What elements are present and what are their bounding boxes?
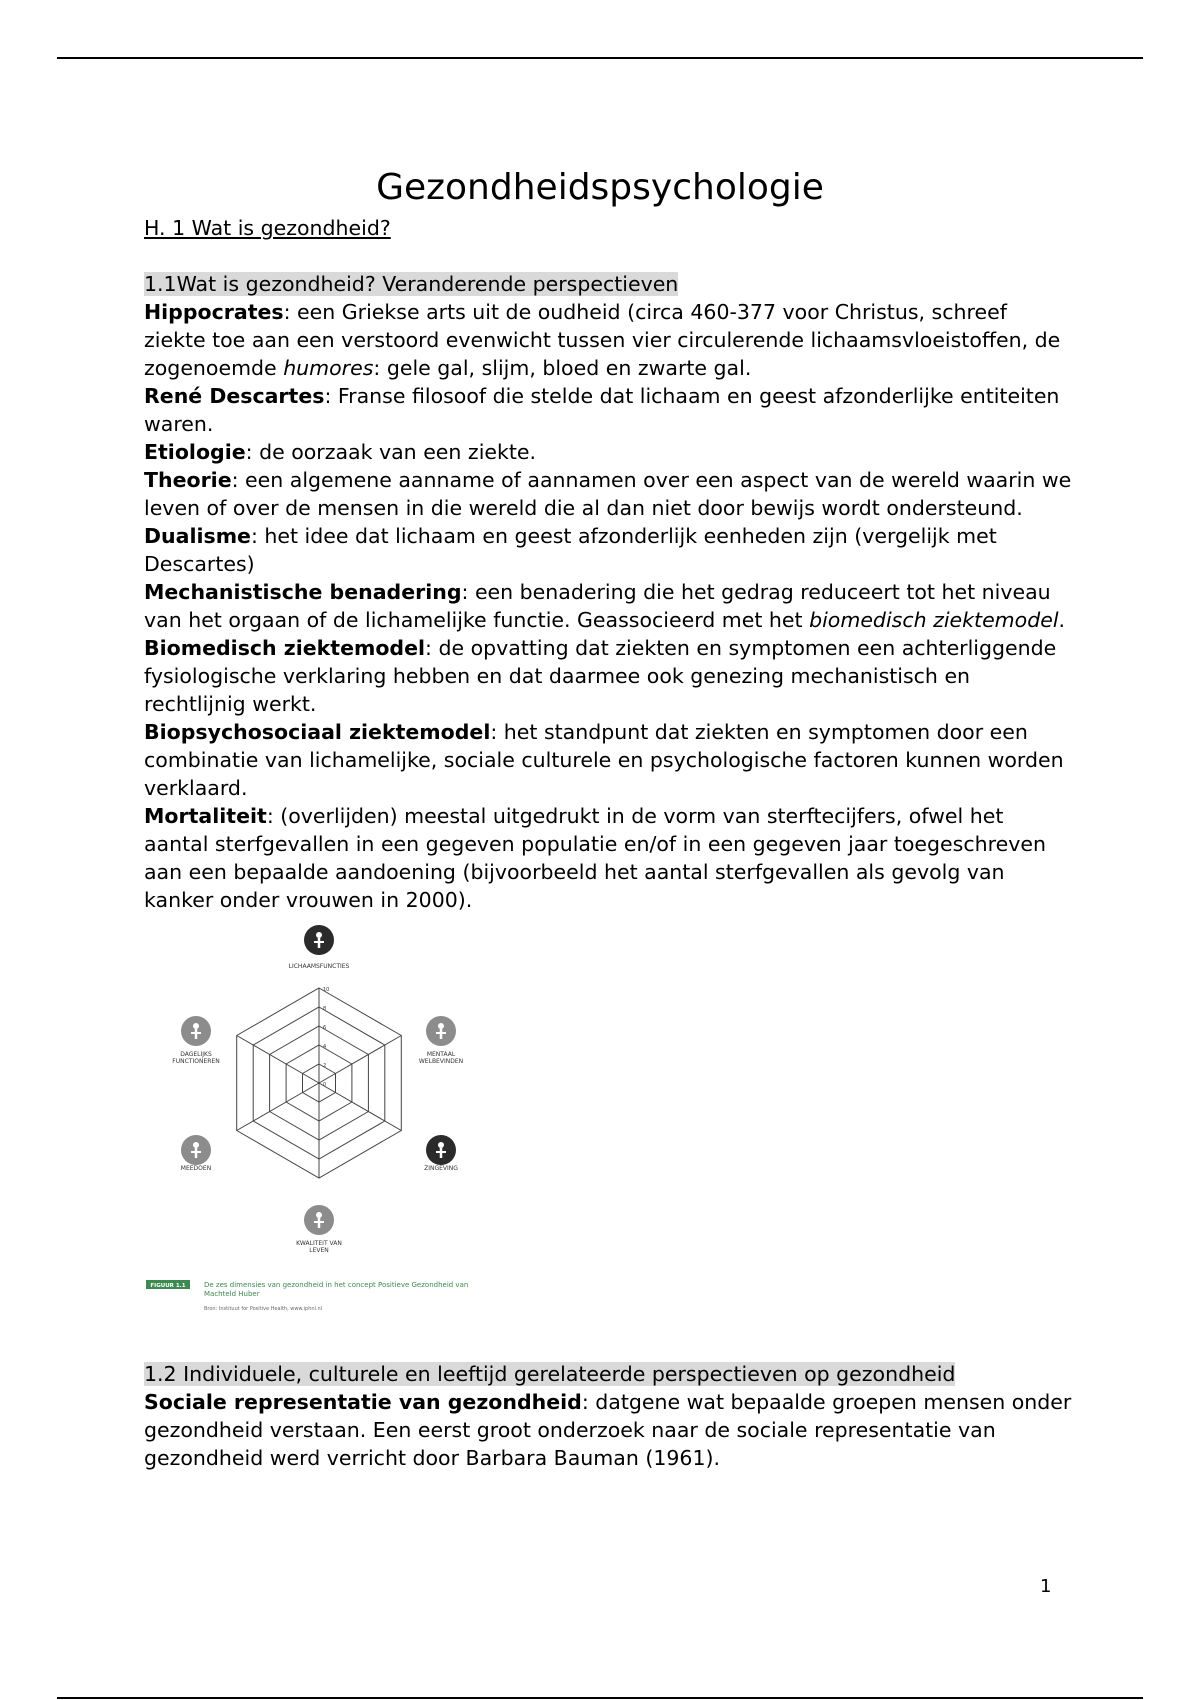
definition-entry (144, 1388, 1074, 1472)
definition-entry (144, 438, 1074, 466)
radar-axis (237, 1036, 319, 1084)
definition-text: : de opvatting dat ziekten en symptomen een achterliggende fysiologische verklaring hebben en dat daarmee ook genezing mechanistisch en rechtlijnig werkt. (144, 636, 1057, 716)
definition-term: René Descartes (144, 384, 325, 408)
icon-glyph-head (193, 1023, 199, 1029)
definition-term: Theorie (144, 468, 232, 492)
definition-term: Dualisme (144, 524, 251, 548)
definition-term: Biopsychosociaal ziektemodel (144, 720, 491, 744)
document-body (144, 214, 1074, 1472)
definition-text: : een Griekse arts uit de oudheid (circa 460-377 voor Christus, schreef ziekte toe aan een verstoord evenwicht tussen vier circulerende lichaamsvloeistoffen, de zogenoemde (144, 300, 1061, 380)
definition-text: : een algemene aanname of aannamen over een aspect van de wereld waarin we leven of over de mensen in die wereld die al dan niet door bewijs wordt ondersteund. (144, 468, 1072, 520)
definition-italic-term: humores (283, 356, 374, 380)
definition-text: . (1058, 608, 1066, 632)
dimension-label: WELBEVINDEN (418, 1058, 464, 1065)
scale-tick-label: 2 (323, 1063, 327, 1069)
icon-glyph-head (438, 1023, 444, 1029)
definition-entry (144, 802, 1074, 914)
icon-glyph-head (316, 1212, 322, 1218)
footer-rule (57, 1697, 1143, 1699)
scale-tick-label: 6 (323, 1025, 327, 1031)
scale-tick-label: 10 (323, 987, 330, 993)
dimension-label: LEVEN (309, 1247, 329, 1254)
section-heading-1-1: 1.1Wat is gezondheid? Veranderende perspectieven (144, 272, 679, 296)
health-dimensions-figure (144, 918, 504, 1330)
definition-entry (144, 718, 1074, 802)
definition-entry (144, 578, 1074, 634)
definition-term: Biomedisch ziektemodel (144, 636, 426, 660)
scale-tick-label: 0 (323, 1082, 327, 1088)
header-rule (57, 57, 1143, 59)
page-number: 1 (1040, 1576, 1052, 1597)
dimension-label: ZINGEVING (424, 1165, 458, 1172)
definition-entry (144, 466, 1074, 522)
dimension-label: KWALITEIT VAN (296, 1240, 342, 1247)
caption-tag: FIGUUR 1.1 (150, 1283, 186, 1289)
definition-entry (144, 522, 1074, 578)
radar-axis (319, 1083, 401, 1131)
radar-diagram (144, 918, 504, 1330)
icon-glyph-head (316, 932, 322, 938)
icon-glyph-head (438, 1142, 444, 1148)
definition-text: : het standpunt dat ziekten en symptomen door een combinatie van lichamelijke, sociale culturele en psychologische factoren kunnen worden verklaard. (144, 720, 1064, 800)
radar-axis (237, 1083, 319, 1131)
definition-term: Hippocrates (144, 300, 284, 324)
definition-text: : Franse filosoof die stelde dat lichaam en geest afzonderlijke entiteiten waren. (144, 384, 1060, 436)
dimension-label: DAGELIJKS (180, 1051, 212, 1058)
definition-entry (144, 382, 1074, 438)
radar-axis (319, 1036, 401, 1084)
dimension-label: LICHAAMSFUNCTIES (288, 963, 350, 970)
definition-italic-term: biomedisch ziektemodel (809, 608, 1059, 632)
definition-list-1 (144, 298, 1074, 914)
definition-text: : een benadering die het gedrag reduceert tot het niveau van het orgaan of de lichamelijke functie. Geassocieerd met het (144, 580, 1051, 632)
document-title: Gezondheidspsychologie (376, 167, 824, 209)
definition-list-2 (144, 1388, 1074, 1472)
definition-term: Mechanistische benadering (144, 580, 462, 604)
definition-term: Etiologie (144, 440, 246, 464)
definition-term: Mortaliteit (144, 804, 267, 828)
definition-text: : de oorzaak van een ziekte. (245, 440, 537, 464)
figure-caption: Machteld Huber (204, 1290, 260, 1298)
figure-source: Bron: Instituut for Positive Health, www.iphnl.nl (204, 1306, 323, 1312)
definition-text: : gele gal, slijm, bloed en zwarte gal. (373, 356, 752, 380)
scale-tick-label: 8 (323, 1006, 327, 1012)
definition-entry (144, 634, 1074, 718)
definition-text: : datgene wat bepaalde groepen mensen onder gezondheid verstaan. Een eerst groot onderzoek naar de sociale representatie van gezondheid werd verricht door Barbara Bauman (1961). (144, 1390, 1072, 1470)
dimension-label: FUNCTIONEREN (172, 1058, 220, 1065)
icon-glyph-head (193, 1142, 199, 1148)
section-heading-1-2: 1.2 Individuele, culturele en leeftijd gerelateerde perspectieven op gezondheid (144, 1362, 956, 1386)
definition-text: : (overlijden) meestal uitgedrukt in de vorm van sterftecijfers, ofwel het aantal sterfgevallen in een gegeven populatie en/of in een gegeven jaar toegeschreven aan een bepaalde aandoening (bijvoorbeeld het aantal sterfgevallen als gevolg van kanker onder vrouwen in 2000). (144, 804, 1046, 912)
scale-tick-label: 4 (323, 1044, 327, 1050)
chapter-heading: H. 1 Wat is gezondheid? (144, 216, 391, 240)
dimension-label: MENTAAL (426, 1051, 456, 1058)
definition-text: : het idee dat lichaam en geest afzonderlijk eenheden zijn (vergelijk met Descartes) (144, 524, 997, 576)
dimension-label: MEEDOEN (180, 1165, 212, 1172)
definition-entry (144, 298, 1074, 382)
figure-caption: De zes dimensies van gezondheid in het concept Positieve Gezondheid van (204, 1281, 469, 1289)
definition-term: Sociale representatie van gezondheid (144, 1390, 582, 1414)
